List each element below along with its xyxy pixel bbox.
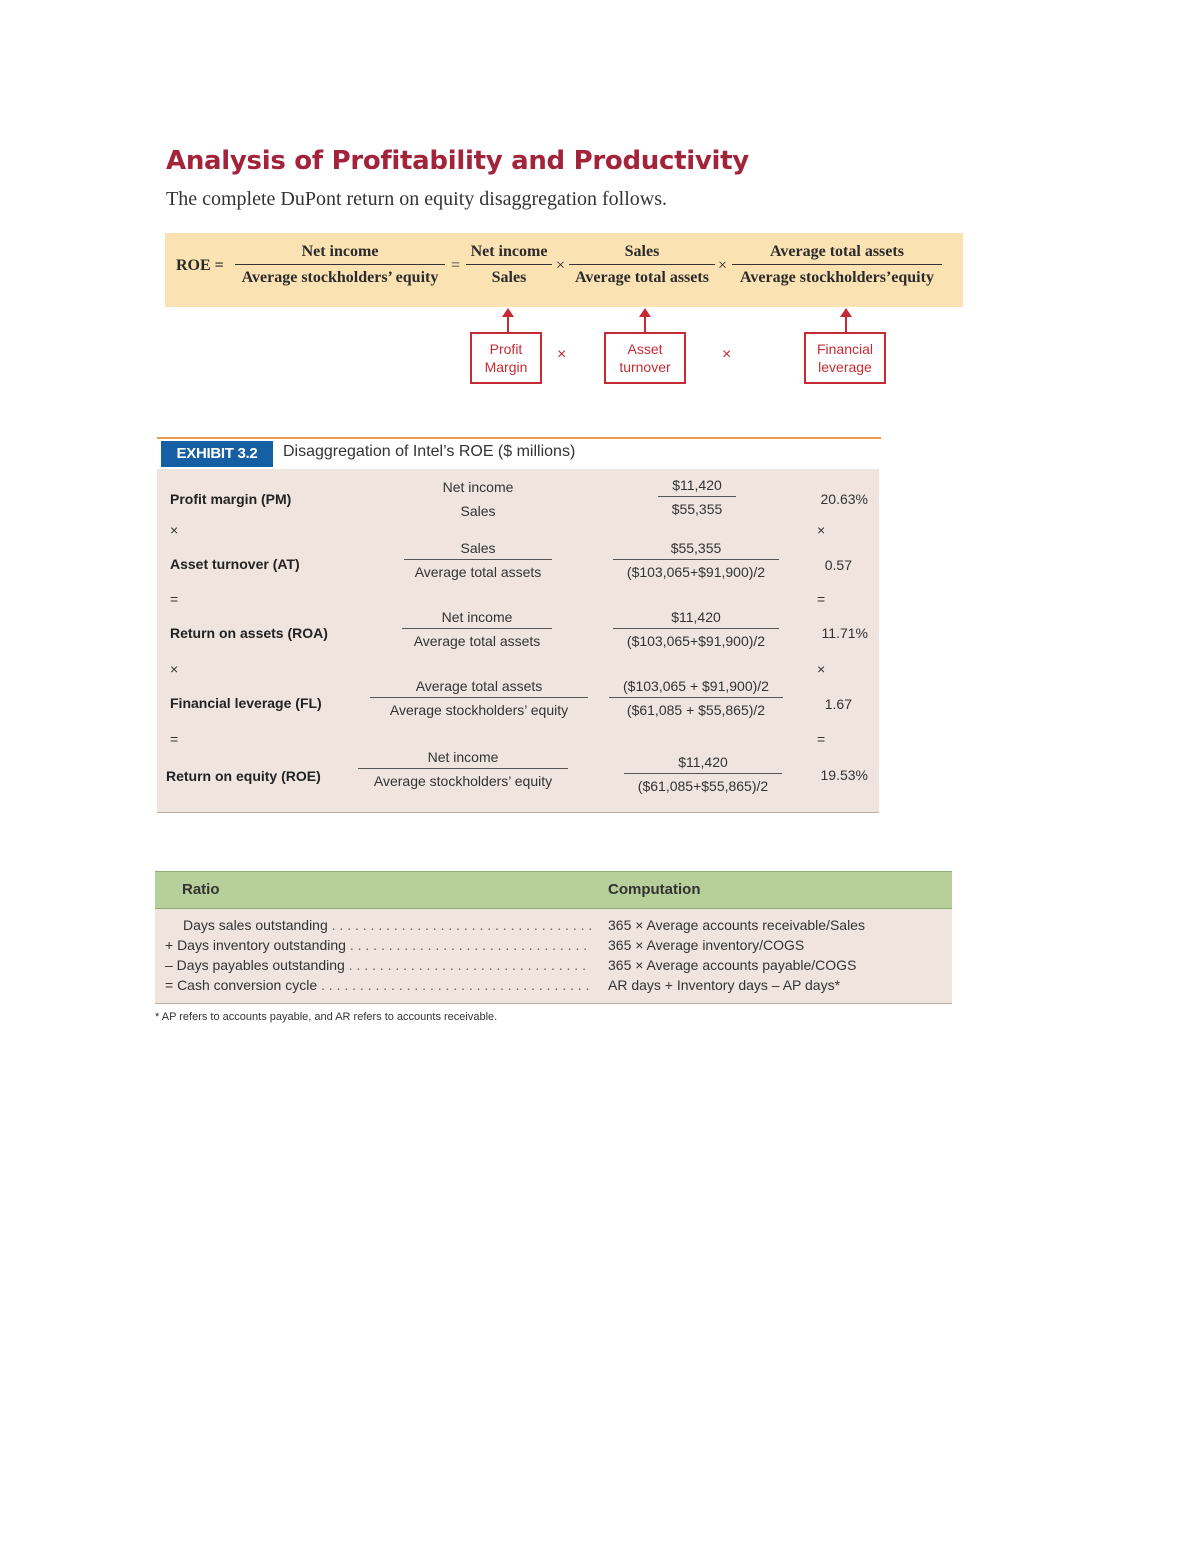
fraction-numerator: Average total assets xyxy=(732,243,942,265)
fraction-denominator: ($103,065+$91,900)/2 xyxy=(626,564,766,580)
ratio-table xyxy=(155,871,952,1004)
fraction-denominator: Average total assets xyxy=(413,633,541,649)
arrow-up-icon xyxy=(507,316,509,332)
roe-formula-band xyxy=(165,233,963,307)
financial-leverage-fraction xyxy=(732,243,942,287)
page-title: Analysis of Profitability and Productivity xyxy=(166,146,749,176)
table-row xyxy=(155,937,952,957)
roe-fraction xyxy=(235,243,445,287)
footnote: * AP refers to accounts payable, and AR refers to accounts receivable. xyxy=(155,1011,498,1023)
formula-fraction xyxy=(370,678,588,718)
operator-sign: × xyxy=(817,522,826,538)
fraction-denominator: Average stockholders’ equity xyxy=(389,702,569,718)
fraction-denominator: Sales xyxy=(460,503,496,519)
formula-fraction xyxy=(404,540,552,580)
row-result: 0.57 xyxy=(824,557,852,573)
fraction-numerator: Sales xyxy=(569,243,715,265)
operator-sign: = xyxy=(170,591,179,607)
calc-fraction xyxy=(613,609,779,649)
ratio-table-header xyxy=(155,871,952,909)
times-sign: × xyxy=(722,346,732,363)
roe-label: ROE = xyxy=(176,257,224,274)
box-label: Profit Margin xyxy=(484,341,528,375)
ratio-computation: 365 × Average accounts payable/COGS xyxy=(608,957,857,973)
operator-sign: × xyxy=(170,522,179,538)
row-label: Return on assets (ROA) xyxy=(170,625,328,641)
row-label: Asset turnover (AT) xyxy=(170,556,300,572)
ratio-name-text: = Cash conversion cycle xyxy=(165,977,318,993)
box-label: Financial leverage xyxy=(816,341,874,375)
arrow-up-icon xyxy=(644,316,646,332)
profit-margin-box xyxy=(470,332,542,384)
fraction-denominator: $55,355 xyxy=(671,501,723,517)
asset-turnover-fraction xyxy=(569,243,715,287)
arrow-up-icon xyxy=(845,316,847,332)
fraction-numerator: $11,420 xyxy=(613,609,779,629)
times-sign: × xyxy=(557,346,567,363)
fraction-numerator: Sales xyxy=(404,540,552,560)
asset-turnover-box xyxy=(604,332,686,384)
table-row xyxy=(155,957,952,977)
financial-leverage-box xyxy=(804,332,886,384)
ratio-computation: 365 × Average accounts receivable/Sales xyxy=(608,917,865,933)
formula-fraction xyxy=(428,479,528,519)
fraction-denominator: Average stockholders’ equity xyxy=(241,269,439,286)
row-result: 11.71% xyxy=(821,625,868,641)
column-header-ratio: Ratio xyxy=(182,881,220,898)
fraction-denominator: Average stockholders’ equity xyxy=(373,773,553,789)
profit-margin-fraction xyxy=(466,243,552,287)
fraction-numerator: Average total assets xyxy=(370,678,588,698)
fraction-numerator: Net income xyxy=(442,479,514,495)
fraction-numerator: Net income xyxy=(402,609,552,629)
times-sign: × xyxy=(718,257,728,274)
row-result: 19.53% xyxy=(820,767,868,783)
ratio-name xyxy=(165,917,591,933)
fraction-numerator: ($103,065 + $91,900)/2 xyxy=(609,678,783,698)
intro-text: The complete DuPont return on equity disaggregation follows. xyxy=(166,188,668,210)
calc-fraction xyxy=(609,678,783,718)
fraction-numerator: $55,355 xyxy=(613,540,779,560)
calc-fraction xyxy=(613,540,779,580)
fraction-denominator: ($61,085 + $55,865)/2 xyxy=(626,702,766,718)
exhibit-caption: Disaggregation of Intel’s ROE ($ millions) xyxy=(283,443,576,460)
fraction-numerator: Net income xyxy=(358,749,568,769)
fraction-numerator: $11,420 xyxy=(658,477,736,497)
fraction-denominator: Sales xyxy=(491,269,527,286)
exhibit-tag: EXHIBIT 3.2 xyxy=(161,441,273,467)
fraction-denominator: Average stockholders’equity xyxy=(740,269,934,286)
formula-fraction xyxy=(358,749,568,789)
ratio-name xyxy=(165,937,591,953)
table-row xyxy=(155,917,952,937)
fraction-denominator: ($61,085+$55,865)/2 xyxy=(637,778,769,794)
fraction-numerator: Net income xyxy=(235,243,445,265)
equals-sign: = xyxy=(451,257,461,274)
row-result: 1.67 xyxy=(824,696,852,712)
ratio-name xyxy=(165,957,591,973)
fraction-denominator: Average total assets xyxy=(414,564,542,580)
calc-fraction xyxy=(658,477,736,517)
fraction-numerator: Net income xyxy=(466,243,552,265)
operator-sign: × xyxy=(817,661,826,677)
fraction-numerator: $11,420 xyxy=(624,754,782,774)
ratio-computation: AR days + Inventory days – AP days* xyxy=(608,977,841,993)
formula-fraction xyxy=(402,609,552,649)
calc-fraction xyxy=(624,754,782,794)
row-label: Financial leverage (FL) xyxy=(170,695,322,711)
operator-sign: = xyxy=(817,591,826,607)
ratio-name xyxy=(165,977,591,993)
row-label: Return on equity (ROE) xyxy=(166,768,321,784)
ratio-name-text: + Days inventory outstanding xyxy=(165,937,346,953)
box-label: Asset turnover xyxy=(619,341,671,375)
table-row xyxy=(155,977,952,997)
fraction-denominator: ($103,065+$91,900)/2 xyxy=(626,633,766,649)
fraction-denominator: Average total assets xyxy=(575,269,709,286)
ratio-computation: 365 × Average inventory/COGS xyxy=(608,937,805,953)
operator-sign: × xyxy=(170,661,179,677)
operator-sign: = xyxy=(170,731,179,747)
ratio-name-text: – Days payables outstanding xyxy=(165,957,345,973)
times-sign: × xyxy=(556,257,566,274)
ratio-name-text: Days sales outstanding xyxy=(183,917,328,933)
row-label: Profit margin (PM) xyxy=(170,491,292,507)
operator-sign: = xyxy=(817,731,826,747)
column-header-computation: Computation xyxy=(608,881,701,898)
row-result: 20.63% xyxy=(820,491,868,507)
